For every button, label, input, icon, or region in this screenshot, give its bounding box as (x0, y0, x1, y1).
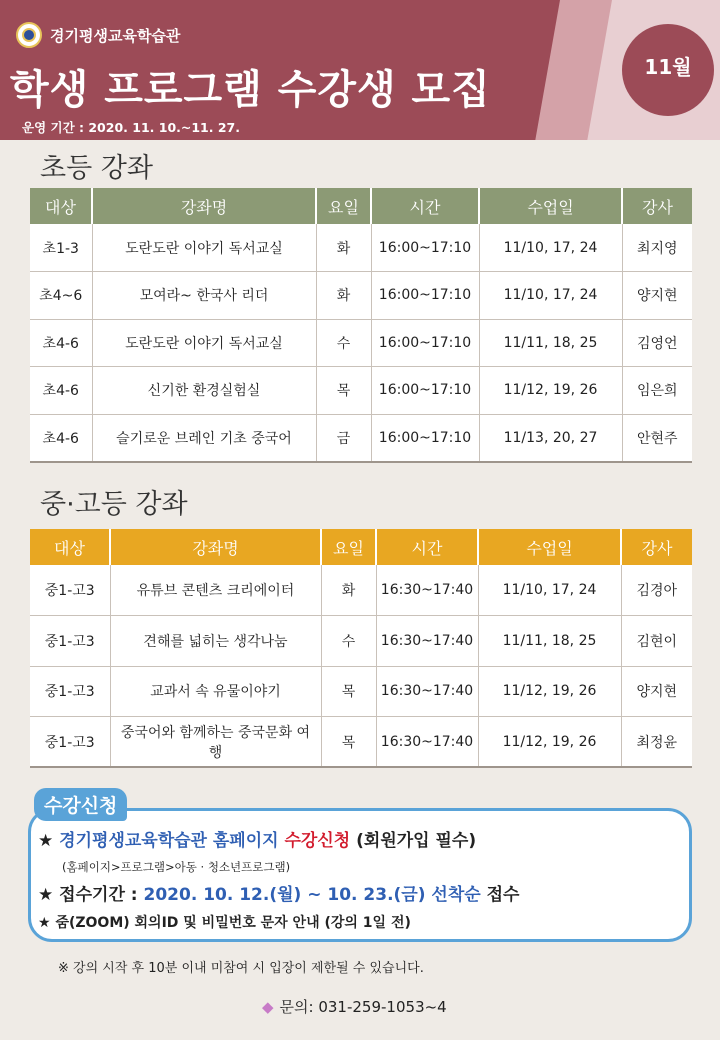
apply-homepage-line (38, 826, 476, 851)
dates-cell: 11/10, 17, 24 (478, 565, 621, 616)
dates-cell: 11/10, 17, 24 (479, 224, 622, 272)
column-header: 수업일 (478, 529, 621, 565)
period-suffix: 접수 (480, 885, 520, 905)
elementary-schedule-table (30, 188, 692, 463)
target-cell: 초4-6 (30, 319, 92, 367)
course-cell: 중국어와 함께하는 중국문화 여행 (110, 717, 321, 768)
table-row (30, 717, 692, 768)
day-cell: 수 (316, 319, 371, 367)
column-header: 강사 (622, 188, 692, 224)
day-cell: 목 (321, 666, 376, 717)
target-cell: 초1-3 (30, 224, 92, 272)
table-row (30, 666, 692, 717)
star-bullet-icon: ★ (38, 915, 51, 931)
course-cell: 슬기로운 브레인 기초 중국어 (92, 414, 316, 462)
teacher-cell: 최지영 (622, 224, 692, 272)
day-cell: 화 (316, 224, 371, 272)
table-row (30, 224, 692, 272)
homepage-path: (홈페이지>프로그램>아동 · 청소년프로그램) (62, 860, 291, 874)
column-header: 대상 (30, 188, 92, 224)
dates-cell: 11/12, 19, 26 (478, 666, 621, 717)
time-cell: 16:30~17:40 (376, 565, 478, 616)
day-cell: 금 (316, 414, 371, 462)
column-header: 강사 (621, 529, 692, 565)
period-label: 접수기간 : (59, 885, 144, 905)
course-cell: 도란도란 이야기 독서교실 (92, 224, 316, 272)
middle-high-schedule-table (30, 529, 692, 768)
operation-period: 운영 기간 : 2020. 11. 10.~11. 27. (22, 120, 240, 135)
table-header-row (30, 529, 692, 565)
target-cell: 초4-6 (30, 414, 92, 462)
zoom-info-line (38, 912, 411, 932)
table-row (30, 616, 692, 667)
application-period-line (38, 880, 519, 905)
application-label: 수강신청 (34, 788, 127, 821)
course-cell: 견해를 넓히는 생각나눔 (110, 616, 321, 667)
table-row (30, 319, 692, 367)
target-cell: 중1-고3 (30, 666, 110, 717)
dates-cell: 11/11, 18, 25 (478, 616, 621, 667)
table-row (30, 565, 692, 616)
time-cell: 16:00~17:10 (371, 272, 479, 320)
column-header: 대상 (30, 529, 110, 565)
membership-note: (회원가입 필수) (350, 831, 477, 851)
time-cell: 16:00~17:10 (371, 367, 479, 415)
teacher-cell: 김현이 (621, 616, 692, 667)
elementary-section-title: 초등 강좌 (40, 153, 153, 184)
table-header-row (30, 188, 692, 224)
column-header: 강좌명 (110, 529, 321, 565)
org-name: 경기평생교육학습관 (50, 26, 181, 45)
teacher-cell: 임은희 (622, 367, 692, 415)
emblem-icon (16, 22, 42, 48)
page-title: 학생 프로그램 수강생 모집 (10, 67, 491, 113)
teacher-cell: 양지현 (621, 666, 692, 717)
homepage-text: 경기평생교육학습관 홈페이지 (59, 831, 285, 851)
dates-cell: 11/13, 20, 27 (479, 414, 622, 462)
day-cell: 화 (316, 272, 371, 320)
teacher-cell: 안현주 (622, 414, 692, 462)
target-cell: 중1-고3 (30, 565, 110, 616)
table-row (30, 414, 692, 462)
star-bullet-icon: ★ (38, 831, 54, 851)
column-header: 요일 (316, 188, 371, 224)
dates-cell: 11/11, 18, 25 (479, 319, 622, 367)
course-cell: 모여라~ 한국사 리더 (92, 272, 316, 320)
course-cell: 도란도란 이야기 독서교실 (92, 319, 316, 367)
course-cell: 신기한 환경실험실 (92, 367, 316, 415)
course-cell: 유튜브 콘텐츠 크리에이터 (110, 565, 321, 616)
course-cell: 교과서 속 유물이야기 (110, 666, 321, 717)
dates-cell: 11/12, 19, 26 (478, 717, 621, 768)
dates-cell: 11/12, 19, 26 (479, 367, 622, 415)
time-cell: 16:00~17:10 (371, 414, 479, 462)
zoom-info-text: 줌(ZOOM) 회의ID 및 비밀번호 문자 안내 (강의 1일 전) (55, 915, 411, 931)
target-cell: 중1-고3 (30, 717, 110, 768)
dates-cell: 11/10, 17, 24 (479, 272, 622, 320)
teacher-cell: 양지현 (622, 272, 692, 320)
diamond-bullet-icon: ◆ (262, 998, 274, 1016)
time-cell: 16:30~17:40 (376, 666, 478, 717)
column-header: 수업일 (479, 188, 622, 224)
day-cell: 목 (321, 717, 376, 768)
teacher-cell: 김경아 (621, 565, 692, 616)
star-bullet-icon: ★ (38, 885, 54, 905)
attendance-notice: ※ 강의 시작 후 10분 이내 미참여 시 입장이 제한될 수 있습니다. (58, 961, 424, 976)
column-header: 시간 (371, 188, 479, 224)
contact-info (262, 996, 447, 1017)
period-dates: 2020. 10. 12.(월) ~ 10. 23.(금) 선착순 (143, 885, 481, 905)
time-cell: 16:00~17:10 (371, 224, 479, 272)
month-badge: 11월 (622, 24, 714, 116)
apply-highlight: 수강신청 (284, 831, 351, 851)
column-header: 요일 (321, 529, 376, 565)
teacher-cell: 최정윤 (621, 717, 692, 768)
target-cell: 중1-고3 (30, 616, 110, 667)
time-cell: 16:30~17:40 (376, 717, 478, 768)
day-cell: 목 (316, 367, 371, 415)
day-cell: 화 (321, 565, 376, 616)
column-header: 시간 (376, 529, 478, 565)
middle-high-section-title: 중·고등 강좌 (40, 489, 188, 520)
column-header: 강좌명 (92, 188, 316, 224)
target-cell: 초4~6 (30, 272, 92, 320)
org-logo-row (16, 22, 180, 48)
contact-text: 문의: 031-259-1053~4 (279, 998, 447, 1016)
time-cell: 16:30~17:40 (376, 616, 478, 667)
header-banner (0, 0, 720, 140)
table-row (30, 272, 692, 320)
time-cell: 16:00~17:10 (371, 319, 479, 367)
day-cell: 수 (321, 616, 376, 667)
table-row (30, 367, 692, 415)
teacher-cell: 김영언 (622, 319, 692, 367)
target-cell: 초4-6 (30, 367, 92, 415)
